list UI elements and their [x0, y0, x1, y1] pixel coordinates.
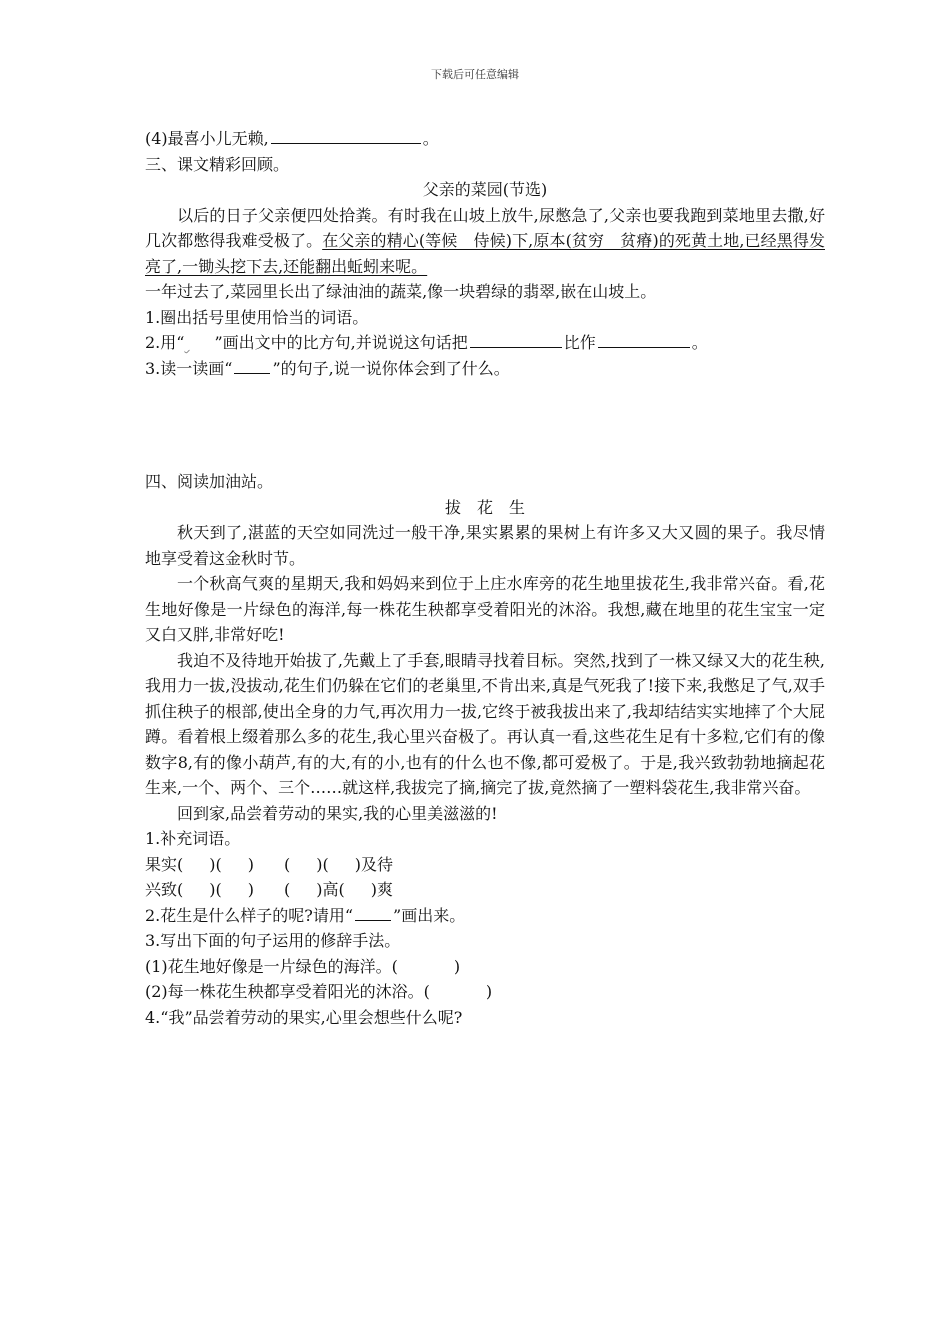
passage1-title: 父亲的菜园(节选) — [422, 180, 548, 199]
passage1-paragraph2: 一年过去了,菜园里长出了绿油油的蔬菜,像一块碧绿的翡翠,嵌在山坡上。 — [145, 282, 657, 301]
item4-text: (4)最喜小儿无赖, — [145, 129, 269, 148]
worksheet-body — [145, 126, 825, 1030]
s4-question3-2 — [145, 979, 825, 1005]
word-fill-row2 — [145, 877, 825, 903]
section4-title: 四、阅读加油站。 — [145, 472, 274, 491]
q3-2-close: ) — [485, 982, 493, 1001]
answer-blank[interactable] — [598, 346, 690, 348]
row1-seg: )( — [209, 854, 222, 874]
wavy-line-mark — [184, 330, 214, 356]
row1-seg: ) — [247, 854, 254, 874]
passage2-paragraph2: 一个秋高气爽的星期天,我和妈妈来到位于上庄水库旁的花生地里拔花生,我非常兴奋。看,花生地好像是一片绿色的海洋,每一株花生秧都享受着阳光的沐浴。我想,藏在地里的花生宝宝一定又白又胖,非常好吃! — [145, 574, 825, 644]
q2-part-b: ”画出来。 — [393, 905, 466, 925]
q3-part-b: ”的句子,说一说你体会到了什么。 — [272, 358, 510, 378]
passage2-paragraph1: 秋天到了,湛蓝的天空如同洗过一般干净,果实累累的果树上有许多又大又圆的果子。我尽情地享受着这金秋时节。 — [145, 523, 825, 568]
q2-part-c: 比作 — [563, 333, 596, 352]
row2-seg: ( — [283, 880, 291, 899]
row2-seg: ) — [247, 880, 254, 899]
passage2-title: 拔 花 生 — [444, 497, 525, 517]
passage1-paragraph1 — [145, 203, 825, 280]
row1-seg: ( — [283, 854, 291, 874]
q3-1-text: (1)花生地好像是一片绿色的海洋。( — [145, 956, 398, 976]
row2-seg: )爽 — [370, 880, 393, 899]
row2-seg: 兴致( — [145, 880, 184, 899]
item4-end: 。 — [422, 129, 439, 148]
passage2-paragraph3: 我迫不及待地开始拔了,先戴上了手套,眼睛寻找着目标。突然,找到了一株又绿又大的花生秧,我用力一拔,没拔动,花生们仍躲在它们的老巢里,不肯出来,真是气死我了!接下来,我憋足了气,双手抓住秧子的根部,使出全身的力气,再次用力一拔,它终于被我拔出来了,我却结结实实地摔了个大屁蹲。看着根上缀着那么多的花生,我心里兴奋极了。再认真一看,这些花生足有十多粒,它们有的像数字8,有的像小葫芦,有的大,有的小,也有的什么也不像,都可爱极了。于是,我兴致勃勃地摘起花生来,一个、两个、三个……就这样,我拔完了摘,摘完了拔,竟然摘了一塑料袋花生,我非常兴奋。 — [145, 650, 825, 797]
row1-seg: )及待 — [354, 854, 393, 874]
passage2-paragraph4: 回到家,品尝着劳动的果实,我的心里美滋滋的! — [177, 803, 498, 823]
q3-part-a: 3.读一读画“ — [145, 358, 233, 378]
answer-space[interactable] — [145, 381, 825, 469]
s4-question4: 4.“我”品尝着劳动的果实,心里会想些什么呢? — [145, 1007, 463, 1027]
row2-seg: )( — [209, 880, 222, 899]
s3-question1: 1.圈出括号里使用恰当的词语。 — [145, 307, 369, 327]
straight-line-mark — [355, 919, 391, 921]
row2-seg: )高( — [316, 880, 345, 899]
q2-part-b: ”画出文中的比方句,并说说这句话把 — [214, 333, 468, 352]
row1-seg: 果实( — [145, 854, 184, 874]
section3-title: 三、课文精彩回顾。 — [145, 154, 290, 174]
answer-blank[interactable] — [271, 142, 421, 144]
word-fill-row1 — [145, 852, 825, 878]
underlined-sentence: 在父亲的精心(等候 侍候)下,原本(贫穷 贫瘠)的死黄土地,已经黑得发亮了,一锄头挖下去,还能翻出蚯蚓来呢。 — [145, 231, 825, 276]
s3-question2 — [145, 330, 825, 356]
s4-question3: 3.写出下面的句子运用的修辞手法。 — [145, 931, 401, 950]
s4-question1: 1.补充词语。 — [145, 829, 241, 848]
q2-part-a: 2.花生是什么样子的呢?请用“ — [145, 905, 354, 925]
answer-blank[interactable] — [470, 346, 562, 348]
s3-question3 — [145, 356, 825, 382]
q3-2-text: (2)每一株花生秧都享受着阳光的沐浴。( — [145, 982, 430, 1001]
straight-line-mark — [234, 372, 270, 374]
q2-part-d: 。 — [691, 333, 708, 352]
s4-question3-1 — [145, 954, 825, 980]
section3-item4 — [145, 126, 825, 152]
q3-1-close: ) — [453, 956, 461, 976]
row1-seg: )( — [316, 854, 329, 874]
s4-question2 — [145, 903, 825, 929]
q2-part-a: 2.用“ — [145, 333, 185, 352]
passage1-p1-text: 以后的日子父亲便四处拾粪。有时我在山坡上放牛,尿憋急了,父亲也要我跑到菜地里去撒,好几次都憋得我难受极了。 — [145, 205, 825, 250]
page-header: 下载后可任意编辑 — [431, 68, 519, 81]
